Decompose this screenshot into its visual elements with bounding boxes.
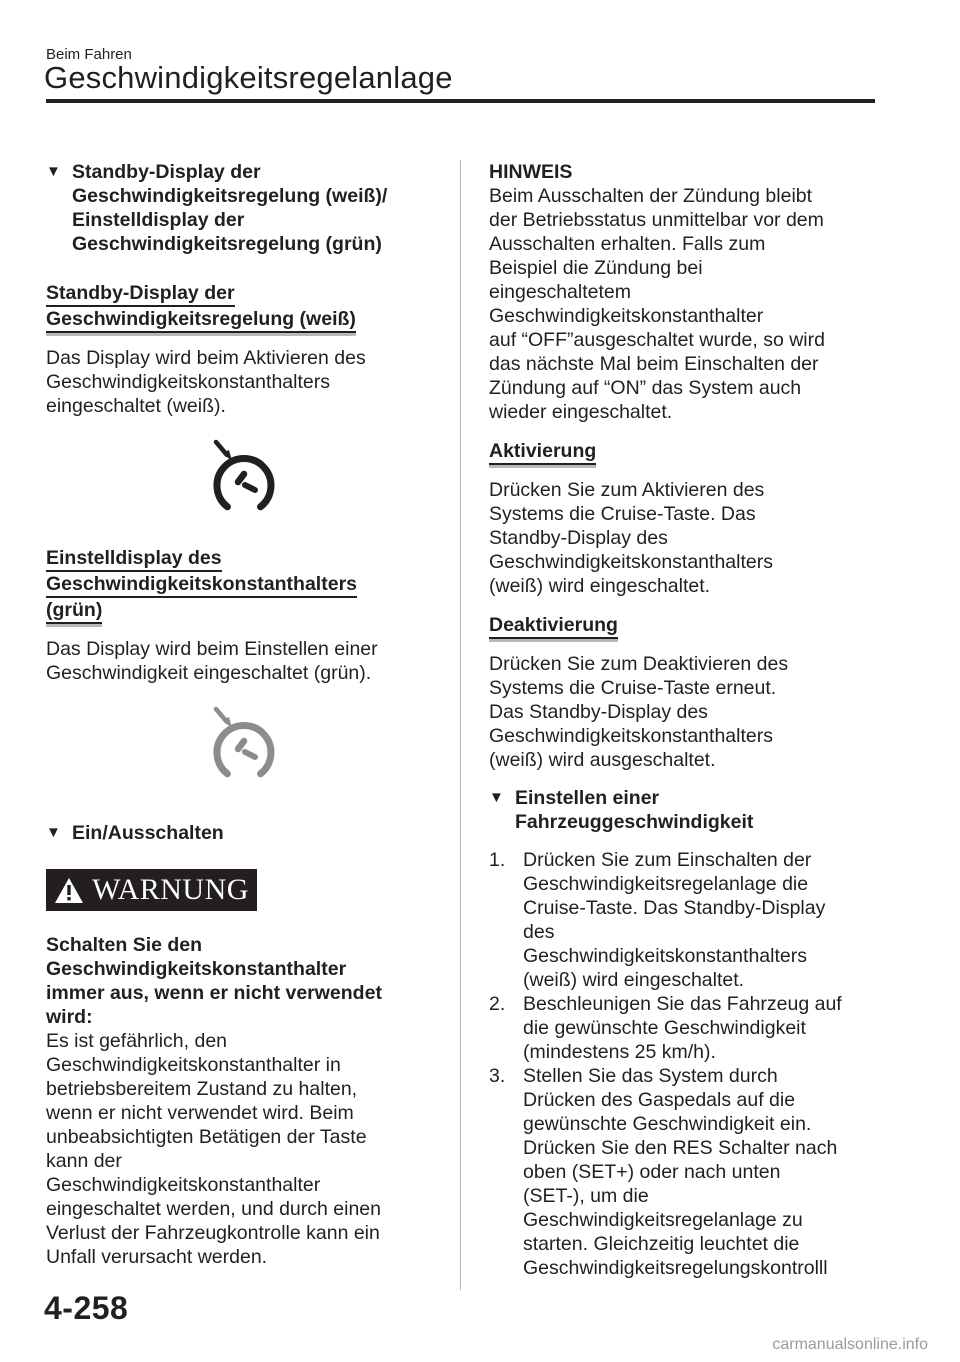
header-rule: [46, 99, 875, 103]
paragraph-deactivate: Drücken Sie zum Deaktivieren des Systems die Cruise-Taste erneut. Das Standby-Display des Geschwindigkeitskonstanthalters (weiß) wird ausgeschaltet.: [489, 653, 789, 771]
list-item: 3. Stellen Sie das System durch Drücken des Gaspedals auf die gewünschte Geschwindigkeit ein. Drücken Sie den RES Schalter nach oben (SET+) oder nach unten (SET-), um die Geschwindigkeitsregelanlage zu starten. Gleichzeitig leuchtet die Geschwindigkeitsregelungskontrolll: [489, 1065, 838, 1279]
steps-list: [489, 848, 889, 1280]
subheading-set-display: Einstelldisplay des Geschwindigkeitskonstanthalters (grün): [46, 546, 446, 624]
subheading-deactivate: Deaktivierung: [489, 613, 889, 639]
right-column: [489, 160, 889, 1280]
subheading-activate: Aktivierung: [489, 439, 889, 465]
page-title: Geschwindigkeitsregelanlage: [44, 60, 453, 95]
cruise-standby-display: [46, 438, 446, 524]
paragraph-activate: Drücken Sie zum Aktivieren des Systems die Cruise-Taste. Das Standby-Display des Geschwindigkeitskonstanthalters (weiß) wird eingeschaltet.: [489, 479, 773, 597]
page-number: 4-258: [44, 1290, 129, 1326]
note-text: Beim Ausschalten der Zündung bleibt der Betriebsstatus unmittelbar vor dem Ausschalten erhalten. Falls zum Beispiel die Zündung bei eingeschaltetem Geschwindigkeitskonstanthalter auf “OFF”ausgeschaltet wurde, so wird das nächste Mal beim Einschalten der Zündung auf “ON” das System auch wieder eingeschaltet.: [489, 185, 825, 423]
cruise-set-display: [46, 705, 446, 791]
column-divider: [460, 160, 461, 1290]
paragraph-standby: Das Display wird beim Aktivieren des Geschwindigkeitskonstanthalters eingeschaltet (weiß).: [46, 347, 366, 417]
section-heading-set-speed: ▼ Einstellen einer Fahrzeuggeschwindigkeit: [489, 787, 754, 833]
note-label: HINWEIS: [489, 161, 573, 183]
left-column: [46, 160, 446, 1269]
section-heading-onoff: ▼ Ein/Ausschalten: [46, 822, 224, 844]
cruise-set-icon: [203, 705, 289, 791]
warning-bold-text: Schalten Sie den Geschwindigkeitskonstanthalter immer aus, wenn er nicht verwendet wird:: [46, 934, 382, 1028]
warning-header: [46, 869, 446, 911]
cruise-standby-icon: [203, 438, 289, 524]
section-triangle-icon: ▼: [46, 824, 61, 841]
list-item: 1. Drücken Sie zum Einschalten der Geschwindigkeitsregelanlage die Cruise-Taste. Das Standby-Display des Geschwindigkeitskonstanthalters (weiß) wird eingeschaltet.: [489, 849, 826, 991]
section-label: Beim Fahren: [46, 46, 132, 63]
section-triangle-icon: ▼: [489, 789, 504, 806]
paragraph-set-display: Das Display wird beim Einstellen einer Geschwindigkeit eingeschaltet (grün).: [46, 638, 378, 684]
section-triangle-icon: ▼: [46, 163, 61, 180]
section-heading-display: ▼ Standby-Display der Geschwindigkeitsregelung (weiß)/ Einstelldisplay der Geschwindigkeitsregelung (grün): [46, 161, 388, 255]
warning-badge: WARNUNG: [46, 869, 257, 911]
watermark: carmanualsonline.info: [772, 1336, 928, 1353]
warning-triangle-icon: [54, 877, 84, 904]
warning-text: Es ist gefährlich, den Geschwindigkeitskonstanthalter in betriebsbereitem Zustand zu halten, wenn er nicht verwendet wird. Beim unbeabsichtigten Betätigen der Taste kann der Geschwindigkeitskonstanthalter eingeschaltet werden, und durch einen Verlust der Fahrzeugkontrolle kann ein Unfall verursacht werden.: [46, 1030, 381, 1268]
subheading-standby: Standby-Display der Geschwindigkeitsregelung (weiß): [46, 281, 446, 333]
list-item: 2. Beschleunigen Sie das Fahrzeug auf die gewünschte Geschwindigkeit (mindestens 25 km/h).: [489, 993, 842, 1063]
